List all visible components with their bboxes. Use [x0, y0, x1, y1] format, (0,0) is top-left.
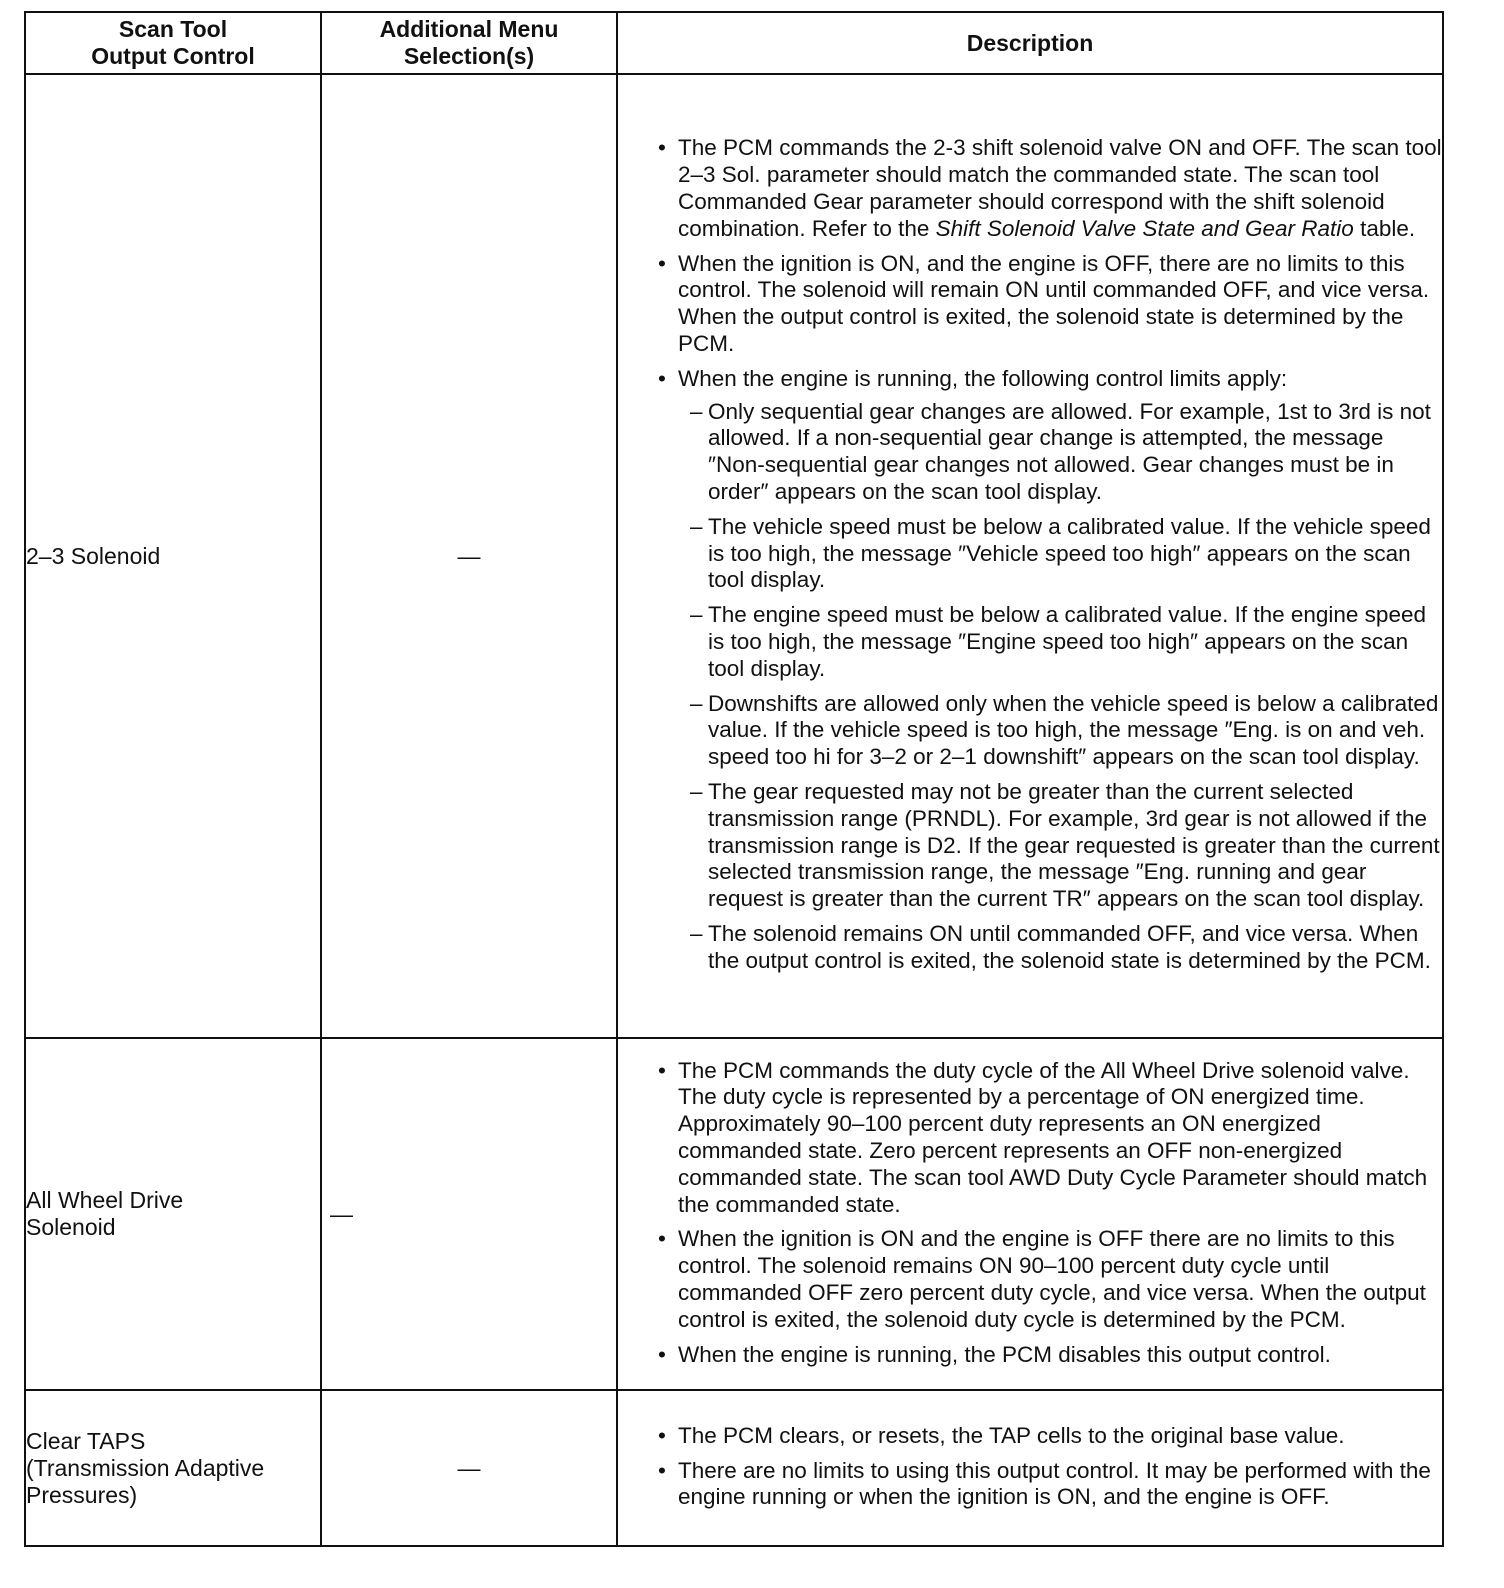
dash-icon: – [690, 398, 703, 424]
description-cell [617, 1390, 1443, 1546]
dash-icon: – [690, 778, 703, 804]
table-row [25, 1038, 1443, 1390]
table-header-row [25, 12, 1443, 74]
bullet-icon: • [658, 1226, 666, 1252]
bullet-icon: • [658, 1457, 666, 1483]
description-cell [617, 74, 1443, 1038]
header-additional-menu-selections: Additional Menu Selection(s) [321, 12, 617, 74]
list-item: • When the ignition is ON and the engine is OFF there are no limits to this control. The solenoid remains ON 90–100 percent duty cycle until commanded OFF zero percent duty cycle, and vice versa. When the output control is exited, the solenoid duty cycle is determined by the PCM. [658, 1226, 1426, 1332]
sub-list-item: – The gear requested may not be greater than the current selected transmission range (PRNDL). For example, 3rd gear is not allowed if the transmission range is D2. If the gear requested is greater than the current selected transmission range, the message ″Eng. running and gear request is greater than the current TR″ appears on the scan tool display. [690, 778, 1440, 912]
list-item: • The PCM clears, or resets, the TAP cells to the original base value. [658, 1422, 1345, 1448]
control-name: All Wheel Drive Solenoid [25, 1038, 321, 1390]
bullet-icon: • [658, 1341, 666, 1367]
header-scan-tool-output-control: Scan Tool Output Control [25, 12, 321, 74]
list-item: • When the ignition is ON, and the engine is OFF, there are no limits to this control. The solenoid will remain ON until commanded OFF, and vice versa. When the output control is exited, the solenoid state is determined by the PCM. [658, 250, 1430, 357]
control-name: Clear TAPS (Transmission Adaptive Pressures) [25, 1390, 321, 1546]
bullet-icon: • [658, 135, 666, 161]
list-item: • When the engine is running, the PCM disables this output control. [658, 1341, 1331, 1367]
table-row [25, 74, 1443, 1038]
sub-list-item: – The engine speed must be below a calibrated value. If the engine speed is too high, the message ″Engine speed too high″ appears on the scan tool display. [690, 602, 1426, 681]
list-item: • The PCM commands the duty cycle of the All Wheel Drive solenoid valve. The duty cycle is represented by a percentage of ON energized time. Approximately 90–100 percent duty represents an ON energized commanded state. Zero percent represents an OFF non-energized commanded state. The scan tool AWD Duty Cycle Parameter should match the commanded state. [658, 1057, 1428, 1217]
additional-menu-value: — [321, 1038, 617, 1390]
bullet-icon: • [658, 365, 666, 391]
description-cell [617, 1038, 1443, 1390]
header-description: Description [617, 12, 1443, 74]
additional-menu-value: — [321, 74, 617, 1038]
list-item: • There are no limits to using this output control. It may be performed with the engine running or when the ignition is ON, and the engine is OFF. [658, 1457, 1431, 1510]
list-item: • The PCM commands the 2-3 shift solenoid valve ON and OFF. The scan tool 2–3 Sol. parameter should match the commanded state. The scan tool Commanded Gear parameter should correspond with the shift solenoid combination. Refer to the Shift Solenoid Valve State and Gear Ratio table. [658, 135, 1442, 241]
table-row [25, 1390, 1443, 1546]
dash-icon: – [690, 690, 703, 716]
dash-icon: – [690, 602, 703, 628]
sub-list-item: – Only sequential gear changes are allowed. For example, 1st to 3rd is not allowed. If a non-sequential gear change is attempted, the message ″Non-sequential gear changes not allowed. Gear changes must be in order″ appears on the scan tool display. [690, 398, 1431, 504]
control-name: 2–3 Solenoid [25, 74, 321, 1038]
sub-list-item: – The solenoid remains ON until commanded OFF, and vice versa. When the output control is exited, the solenoid state is determined by the PCM. [690, 920, 1431, 973]
additional-menu-value: — [321, 1390, 617, 1546]
list-item: • When the engine is running, the following control limits apply: – Only sequential gear changes are allowed. For example, 1st to 3rd is not allowed. If a non-sequential gear change is attempted, the message ″Non-sequential gear changes not allowed. Gear changes must be in order″ appears on the scan tool display. – The vehicle speed must be below a calibrated value. If the vehicle speed is too high, the message ″Vehicle speed too high″ appears on the scan tool display. – The engine speed must be below a calibrated value. If the engine speed is too high, the message ″Engine speed too high″ appears on the scan tool display. – Downshifts are allowed only when the vehicle speed is below a calibrated value. If the vehicle speed is too high, the message ″Eng. is on and veh. speed too hi for 3–2 or 2–1 downshift″ appears on the scan tool display. – The gear requested may not be greater than the current selected transmission range (PRNDL). For example, 3rd gear is not allowed if the transmission range is D2. If the gear requested is greater than the current selected transmission range, the message ″Eng. running and gear request is greater than the current TR″ appears on the scan tool display. – The solenoid remains ON until commanded OFF, and vice versa. When the output control is exited, the solenoid state is determined by the PCM. [618, 366, 1442, 975]
bullet-icon: • [658, 1422, 666, 1448]
sub-list-item: – Downshifts are allowed only when the vehicle speed is below a calibrated value. If the vehicle speed is too high, the message ″Eng. is on and veh. speed too hi for 3–2 or 2–1 downshift″ appears on the scan tool display. [690, 690, 1439, 770]
output-control-table [24, 11, 1444, 1547]
dash-icon: – [690, 920, 703, 946]
bullet-icon: • [658, 1057, 666, 1083]
sub-list-item: – The vehicle speed must be below a calibrated value. If the vehicle speed is too high, the message ″Vehicle speed too high″ appears on the scan tool display. [690, 513, 1431, 593]
bullet-icon: • [658, 250, 666, 276]
dash-icon: – [690, 513, 703, 539]
